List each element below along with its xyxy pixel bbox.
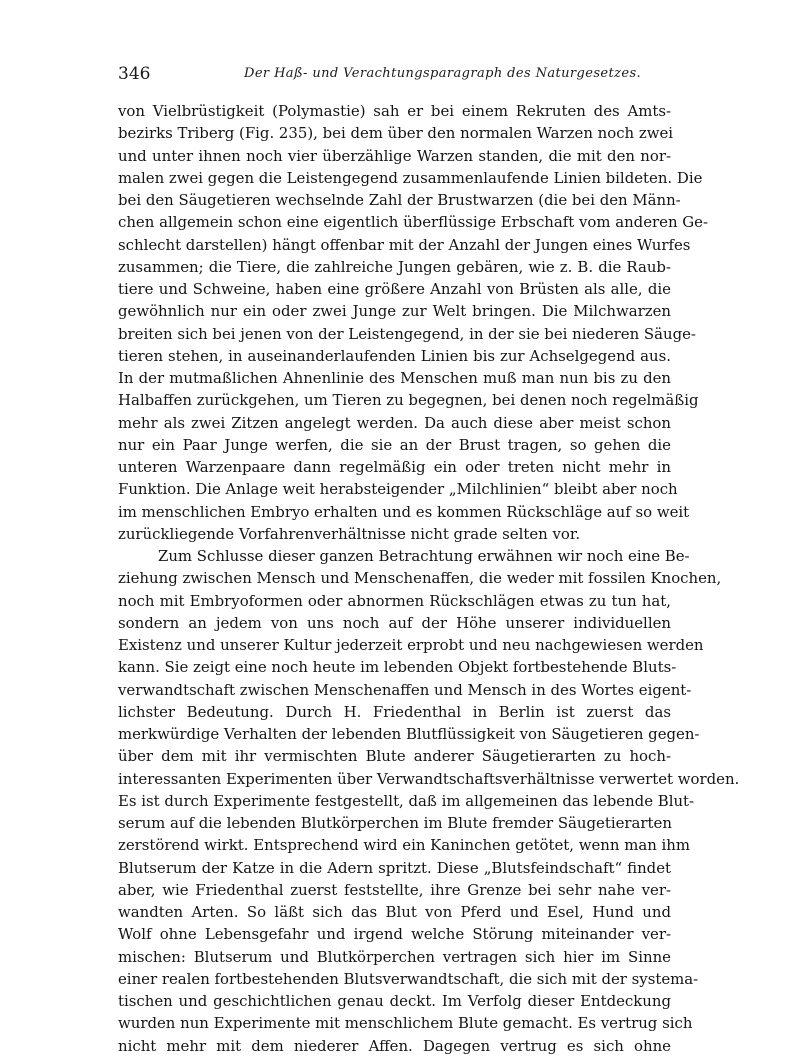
- text-line: serum auf die lebenden Blutkörperchen im Blute fremder Säugetierarten: [118, 814, 672, 832]
- text-line: zusammen; die Tiere, die zahlreiche Jungen gebären, wie z. B. die Raub-: [118, 257, 671, 276]
- text-line: Wolf ohne Lebensgefahr und irgend welche Störung miteinander ver-: [118, 925, 671, 944]
- text-line: Funktion. Die Anlage weit herabsteigender „Milchlinien“ bleibt aber noch: [118, 480, 678, 499]
- paragraph-2: [118, 545, 740, 1057]
- text-line: interessanten Experimenten über Verwandtschaftsverhältnisse verwertet worden.: [118, 769, 740, 788]
- text-line: chen allgemein schon eine eigentlich überflüssige Erbschaft vom anderen Ge-: [118, 213, 709, 232]
- text-line: unteren Warzenpaare dann regelmäßig ein oder treten nicht mehr in: [118, 458, 671, 476]
- text-line: aber, wie Friedenthal zuerst feststellte, ihre Grenze bei sehr nahe ver-: [118, 880, 671, 899]
- paragraph-1: [118, 100, 709, 545]
- text-line: breiten sich bei jenen von der Leistengegend, in der sie bei niederen Säuge-: [118, 324, 696, 343]
- text-line: von Vielbrüstigkeit (Polymastie) sah er bei einem Rekruten des Amts-: [118, 102, 671, 120]
- text-line: und unter ihnen noch vier überzählige Warzen standen, die mit den nor-: [118, 146, 671, 165]
- text-line: noch mit Embryoformen oder abnormen Rückschlägen etwas zu tun hat,: [118, 591, 671, 610]
- text-line: bezirks Triberg (Fig. 235), bei dem über den normalen Warzen noch zwei: [118, 124, 674, 143]
- text-line: Blutserum der Katze in die Adern spritzt. Diese „Blutsfeindschaft“ findet: [118, 858, 671, 877]
- text-line: über dem mit ihr vermischten Blute anderer Säugetierarten zu hoch-: [118, 747, 671, 766]
- text-line: merkwürdige Verhalten der lebenden Blutflüssigkeit von Säugetieren gegen-: [118, 725, 700, 743]
- text-line: verwandtschaft zwischen Menschenaffen und Mensch in des Wortes eigent-: [118, 680, 692, 699]
- text-line: nicht mehr mit dem niederer Affen. Dagegen vertrug es sich ohne: [118, 1036, 671, 1055]
- text-line: wurden nun Experimente mit menschlichem Blute gemacht. Es vertrug sich: [118, 1014, 693, 1033]
- text-line: Zum Schlusse dieser ganzen Betrachtung erwähnen wir noch eine Be-: [158, 547, 690, 565]
- text-line: lichster Bedeutung. Durch H. Friedenthal in Berlin ist zuerst das: [118, 702, 671, 721]
- text-line: tieren stehen, in auseinanderlaufenden Linien bis zur Achselgegend aus.: [118, 346, 671, 365]
- text-line: kann. Sie zeigt eine noch heute im lebenden Objekt fortbestehende Bluts-: [118, 658, 677, 677]
- text-line: Es ist durch Experimente festgestellt, daß im allgemeinen das lebende Blut-: [118, 791, 695, 810]
- text-line: bei den Säugetieren wechselnde Zahl der Brustwarzen (die bei den Männ-: [118, 191, 681, 209]
- text-line: Halbaffen zurückgehen, um Tieren zu begegnen, bei denen noch regelmäßig: [118, 391, 699, 410]
- text-line: mehr als zwei Zitzen angelegt werden. Da auch diese aber meist schon: [118, 413, 671, 432]
- text-line: Existenz und unserer Kultur jederzeit erprobt und neu nachgewiesen werden: [118, 636, 704, 654]
- text-line: im menschlichen Embryo erhalten und es kommen Rückschläge auf so weit: [118, 502, 690, 521]
- text-line: sondern an jedem von uns noch auf der Höhe unserer individuellen: [118, 613, 671, 632]
- text-line: tischen und geschichtlichen genau deckt. Im Verfolg dieser Entdeckung: [118, 992, 671, 1010]
- text-line: ziehung zwischen Mensch und Menschenaffen, die weder mit fossilen Knochen,: [118, 569, 722, 588]
- text-line: malen zwei gegen die Leistengegend zusammenlaufende Linien bildeten. Die: [118, 168, 703, 187]
- text-line: gewöhnlich nur ein oder zwei Junge zur Welt bringen. Die Milchwarzen: [118, 302, 671, 321]
- text-line: zerstörend wirkt. Entsprechend wird ein Kaninchen getötet, wenn man ihm: [118, 836, 691, 855]
- text-line: tiere und Schweine, haben eine größere Anzahl von Brüsten als alle, die: [118, 280, 671, 298]
- running-head: Der Haß- und Verachtungsparagraph des Naturgesetzes.: [244, 66, 642, 81]
- page-header: [118, 64, 678, 90]
- text-line: nur ein Paar Junge werfen, die sie an der Brust tragen, so gehen die: [118, 435, 671, 454]
- text-line: zurückliegende Vorfahrenverhältnisse nicht grade selten vor.: [118, 524, 581, 543]
- body-text: [118, 100, 740, 1057]
- text-line: wandten Arten. So läßt sich das Blut von Pferd und Esel, Hund und: [118, 903, 671, 921]
- text-line: einer realen fortbestehenden Blutsverwandtschaft, die sich mit der systema-: [118, 969, 699, 988]
- page-number: 346: [118, 64, 151, 84]
- text-line: mischen: Blutserum und Blutkörperchen vertragen sich hier im Sinne: [118, 947, 671, 966]
- text-line: In der mutmaßlichen Ahnenlinie des Menschen muß man nun bis zu den: [118, 369, 671, 387]
- text-line: schlecht darstellen) hängt offenbar mit der Anzahl der Jungen eines Wurfes: [118, 235, 691, 254]
